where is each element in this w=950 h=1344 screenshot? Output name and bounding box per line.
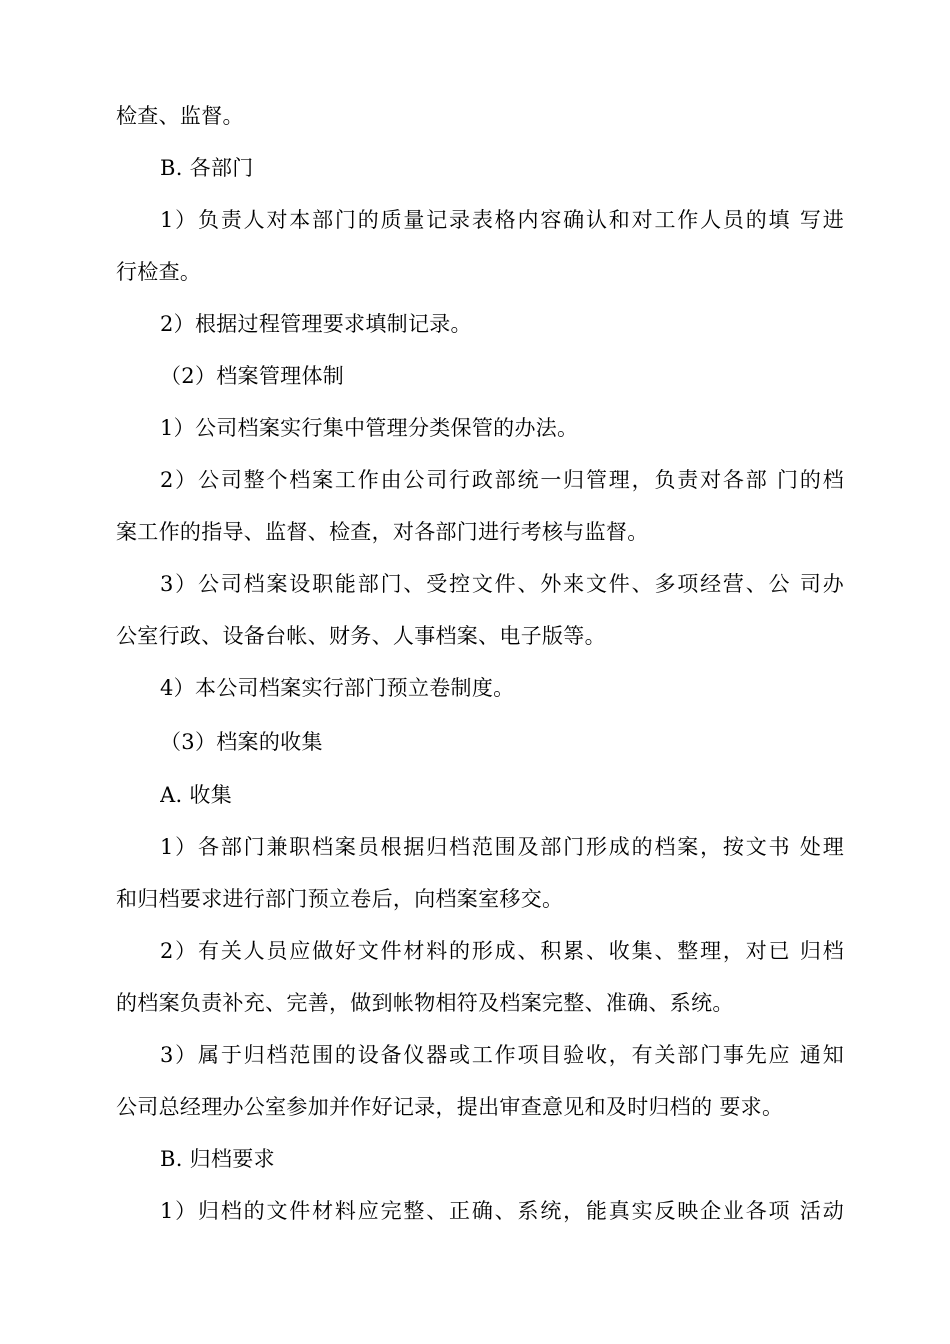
text-line: 行检查。	[116, 260, 202, 284]
text-line: 1）归档的文件材料应完整、正确、系统，能真实反映企业各项 活动	[160, 1199, 844, 1223]
text-line: 2）有关人员应做好文件材料的形成、积累、收集、整理，对已 归档	[160, 939, 844, 963]
section-heading: （3）档案的收集	[160, 730, 323, 754]
text-line: 2）公司整个档案工作由公司行政部统一归管理，负责对各部 门的档	[160, 468, 844, 492]
text-line: 和归档要求进行部门预立卷后，向档案室移交。	[116, 887, 564, 911]
text-line: 1）负责人对本部门的质量记录表格内容确认和对工作人员的填 写进	[160, 208, 844, 232]
section-heading: B. 归档要求	[160, 1147, 275, 1171]
text-line: 3）属于归档范围的设备仪器或工作项目验收，有关部门事先应 通知	[160, 1043, 844, 1067]
text-line: 的档案负责补充、完善，做到帐物相符及档案完整、准确、系统。	[116, 991, 734, 1015]
text-line: 检查、监督。	[116, 104, 244, 128]
section-heading: B. 各部门	[160, 156, 254, 180]
text-line: 公司总经理办公室参加并作好记录，提出审查意见和及时归档的 要求。	[116, 1095, 784, 1119]
text-line: 4）本公司档案实行部门预立卷制度。	[160, 676, 515, 700]
text-line: 公室行政、设备台帐、财务、人事档案、电子版等。	[116, 624, 606, 648]
text-line: 3）公司档案设职能部门、受控文件、外来文件、多项经营、公 司办	[160, 572, 844, 596]
text-line: 1）各部门兼职档案员根据归档范围及部门形成的档案，按文书 处理	[160, 835, 844, 859]
section-heading: （2）档案管理体制	[160, 364, 345, 388]
text-line: 2）根据过程管理要求填制记录。	[160, 312, 472, 336]
text-line: 1）公司档案实行集中管理分类保管的办法。	[160, 416, 579, 440]
text-line: 案工作的指导、监督、检查，对各部门进行考核与监督。	[116, 520, 649, 544]
section-heading: A. 收集	[160, 783, 233, 807]
